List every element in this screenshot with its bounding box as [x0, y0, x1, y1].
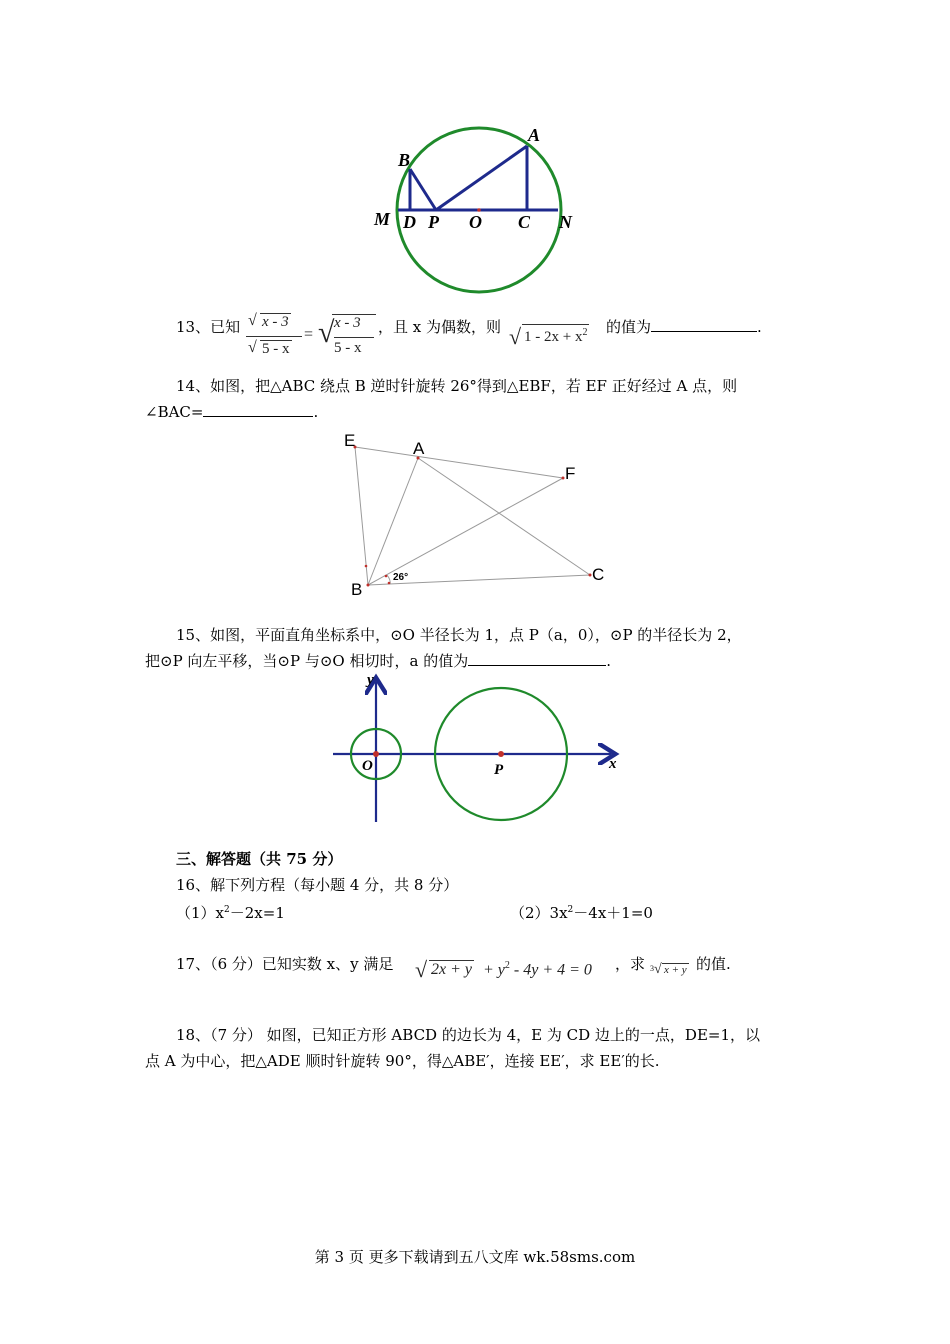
q17-prefix: 17、（6 分）已知实数 x、y 满足: [176, 955, 394, 973]
q16-part2-exp: 2: [567, 905, 574, 915]
q13-suffix-text: 的值为: [606, 318, 652, 336]
q14-line2-prefix: ∠BAC=: [145, 403, 204, 421]
fig13-label-N: N: [559, 212, 572, 232]
q16-title: 16、解下列方程（每小题 4 分，共 8 分）: [176, 876, 459, 894]
q13-radicand-3-exp: 2: [582, 327, 588, 338]
fig13-label-C: C: [518, 212, 531, 232]
q13-radicand-1: x - 3: [262, 314, 289, 330]
fig15-label-P: P: [494, 762, 504, 778]
q13-fraction-bar-2: [334, 337, 374, 338]
fig13-segment-PA: [436, 146, 527, 210]
fig14-segment-BA: [368, 458, 418, 585]
q15-line2: [145, 650, 611, 672]
q16-part1-prefix: （1）x: [176, 904, 225, 922]
q17-rest: - 4y + 4 = 0: [513, 961, 592, 979]
q16-part2-prefix: （2）3x: [510, 904, 568, 922]
q13-big-sqrt-sign: √: [318, 316, 335, 349]
q13-suffix: [606, 316, 762, 338]
fig15-label-x: x: [609, 756, 617, 772]
fig13-segment-BP: [410, 169, 436, 210]
q15-answer-blank[interactable]: [468, 651, 606, 666]
fig15-point-P: [498, 751, 504, 757]
q14-answer-blank[interactable]: [203, 402, 313, 417]
fig14-label-B: B: [351, 580, 363, 599]
q17-equation-rest: [483, 960, 592, 979]
q13-middle-text: ，且 x 为偶数，则: [378, 318, 501, 336]
q17-sqrt-sign: √: [415, 957, 428, 982]
fig14-dot-B: [367, 584, 370, 587]
q13-sqrt-sign-2: √: [248, 339, 257, 356]
q13-sqrt-sign-3: √: [509, 324, 522, 349]
q16-part2-rest: －4x＋1=0: [573, 904, 653, 922]
q16-part2: [510, 899, 653, 924]
q17-suffix: 的值.: [696, 955, 731, 973]
q17-exp: 2: [504, 960, 510, 971]
q16-part1-rest: －2x=1: [229, 904, 285, 922]
q13-radicand-3: [522, 324, 589, 346]
q17-cube-radicand: x + y: [664, 964, 687, 976]
q13-radicand-3-text: 1 - 2x + x: [524, 329, 583, 345]
fig14-segment-EB: [355, 447, 368, 585]
q13-end: .: [757, 318, 762, 336]
fig14-dot-BF-near: [385, 575, 388, 578]
q16-part1-exp: 2: [224, 905, 230, 915]
fig14-label-E: E: [344, 431, 356, 450]
q13-radicand-2: 5 - x: [262, 341, 290, 357]
fig15-label-O: O: [362, 758, 373, 774]
q17-mid: ，求: [615, 955, 646, 973]
q14-line1: 14、如图，把△ABC 绕点 B 逆时针旋转 26°得到△EBF，若 EF 正好经过 A 点，则: [176, 377, 738, 395]
q13-denominator: 5 - x: [334, 340, 362, 356]
fig13-label-D: D: [403, 212, 416, 232]
q13-answer-blank[interactable]: [651, 317, 757, 332]
q13-fraction-right: [318, 310, 378, 362]
q13-numerator: x - 3: [334, 315, 361, 331]
fig13-label-B: B: [398, 150, 411, 170]
q15-line2-prefix: 把⊙P 向左平移，当⊙P 与⊙O 相切时，a 的值为: [145, 652, 469, 670]
fig14-segment-BF: [368, 478, 563, 585]
q14-line2-end: .: [313, 403, 319, 421]
fig13-label-P: P: [428, 212, 439, 232]
q16-part1: [176, 899, 285, 924]
q13-fraction-bar-1: [246, 336, 302, 337]
q17-after-sqrt: + y: [483, 961, 505, 979]
q14-line2: [145, 401, 318, 423]
section3-title: 三、解答题（共 75 分）: [176, 850, 343, 868]
q15-line2-end: .: [606, 652, 611, 670]
fig14-label-A: A: [413, 439, 425, 458]
fig13-label-O: O: [469, 212, 482, 232]
q13-prefix: 13、已知: [176, 318, 241, 336]
fig14-angle-label: 26°: [393, 572, 409, 583]
fig13-label-M: M: [374, 209, 391, 229]
fig14-dot-EB-mid: [365, 565, 368, 568]
fig14-dot-BC-near: [388, 582, 391, 585]
q13-equals: =: [304, 326, 314, 343]
fig13-label-A: A: [528, 125, 541, 145]
q17-cube-sqrt-sign: √: [654, 962, 662, 977]
q15-line1: 15、如图，平面直角坐标系中，⊙O 半径长为 1，点 P（a，0），⊙P 的半径长为 2，: [176, 626, 742, 644]
fig15-point-O: [373, 751, 379, 757]
figure-15: [325, 670, 630, 830]
fig14-segment-EF: [355, 447, 563, 478]
q17-radicand: 2x + y: [431, 961, 472, 978]
page-footer: 第 3 页 更多下载请到五八文库 wk.58sms.com: [314, 1248, 636, 1266]
fig14-label-F: F: [565, 464, 576, 483]
fig15-label-y: y: [367, 672, 374, 688]
fig14-label-C: C: [592, 565, 605, 584]
figure-13: [360, 118, 600, 300]
q17-root-index: 3: [650, 964, 654, 973]
q18-line2: 点 A 为中心，把△ADE 顺时针旋转 90°，得△ABE′，连接 EE′，求 EE′的长.: [145, 1052, 660, 1070]
q13-sqrt-sign-1: √: [248, 312, 257, 329]
q13-fraction-left: [246, 310, 302, 362]
figure-14: [335, 425, 615, 600]
q18-line1: 18、（7 分） 如图，已知正方形 ABCD 的边长为 4，E 为 CD 边上的一点，DE=1，以: [176, 1026, 760, 1044]
